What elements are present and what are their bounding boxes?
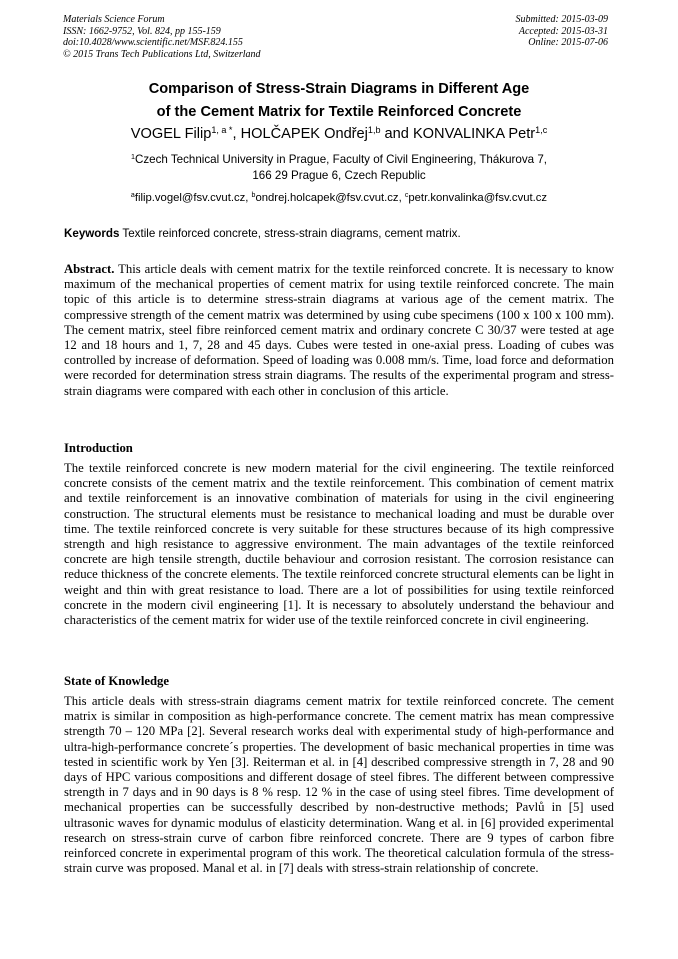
- journal-header-right: [516, 14, 609, 49]
- email-mark-b: b: [251, 192, 256, 200]
- introduction-paragraph: The textile reinforced concrete is new modern material for the civil engineering. The textile reinforced concrete consists of the cement matrix and the textile reinforcement. This combination of cement matrix and textile reinforcement is an innovative combination of materials for using in the civil engineering construction. The structural elements must be resistance to mechanical loading and must be durable over time. The textile reinforced concrete is very suitable for these structures because of its high compressive strength and high resistance to aggressive environment. The main advantages of the textile reinforced concrete are high tensile strength, ductile behaviour and corrosion resistant. The corrosion resistance can reduce thickness of the concrete elements. The textile reinforced concrete structural elements can be light in weight and thin with great resistance to load. There are a lot of possibilities for using textile reinforced concrete in the modern civil engineering [1]. It is necessary to absolutely understand the behaviour and characteristics of the cement matrix for wider use of the textile reinforced concrete in civil engineering.: [64, 461, 614, 628]
- affiliation-line-1: [60, 152, 618, 168]
- abstract: [64, 262, 614, 399]
- author-1-name: VOGEL Filip: [130, 126, 212, 142]
- email-link-a[interactable]: filip.vogel@fsv.cvut.cz,: [134, 192, 252, 204]
- author-separator: and: [380, 126, 413, 142]
- author-2-affiliation-mark: 1,b: [367, 125, 381, 136]
- abstract-label: Abstract.: [64, 262, 115, 276]
- accepted-date: Accepted: 2015-03-31: [518, 25, 608, 37]
- affiliation-text: Czech Technical University in Prague, Faculty of Civil Engineering, Thákurova 7,: [135, 153, 547, 166]
- journal-name: Materials Science Forum: [63, 14, 165, 25]
- title-line-2: of the Cement Matrix for Textile Reinforced Concrete: [156, 104, 522, 120]
- section-heading-state-of-knowledge: State of Knowledge: [64, 674, 170, 688]
- email-link-c[interactable]: petr.konvalinka@fsv.cvut.cz: [408, 192, 548, 204]
- journal-issn: ISSN: 1662-9752, Vol. 824, pp 155-159: [63, 25, 221, 37]
- email-link-b[interactable]: ondrej.holcapek@fsv.cvut.cz,: [255, 192, 405, 204]
- email-mark-c: c: [404, 192, 409, 200]
- affiliation-line-2: 166 29 Prague 6, Czech Republic: [252, 169, 426, 182]
- journal-doi: doi:10.4028/www.scientific.net/MSF.824.155: [63, 37, 243, 49]
- keywords: [64, 226, 614, 242]
- keywords-label: Keywords: [64, 227, 120, 240]
- submitted-date: Submitted: 2015-03-09: [515, 14, 608, 25]
- author-3-name: KONVALINKA Petr: [412, 126, 536, 142]
- state-of-knowledge-paragraph: This article deals with stress-strain diagrams cement matrix for textile reinforced concrete. The cement matrix is similar in composition as high-performance concrete. The cement matrix has mean compressive strength 70 – 120 MPa [2]. Several research works deal with experimental study of high-performance and ultra-high-performance concrete´s properties. The development of basic mechanical properties in time was tested in scientific work by Yen [3]. Reiterman et al. in [4] described compressive strength in 7, 28 and 90 days of HPC various compositions and different dosage of steel fibres. The different between compressive strength in 7 days and in 90 days is 8 % resp. 12 % in the case of using steel fibres. Time development of mechanical properties can be successfully described by non-destructive methods; Pavlů in [5] used ultrasonic waves for dynamic modulus of elasticity determination. Wang et al. in [6] provided experimental research on stress-strain curve of carbon fibre reinforced concrete. There are 9 types of carbon fibre reinforced concrete in experimental program of this work. The theoretical calculation formula of the stress-strain curve was proposed. Manal et al. in [7] deals with stress-strain relationship of concrete.: [64, 694, 614, 876]
- title-line-1: Comparison of Stress-Strain Diagrams in Different Age: [148, 81, 530, 97]
- author-1-affiliation-mark: 1, a *: [211, 125, 233, 136]
- affiliation-mark: 1: [131, 152, 135, 162]
- section-heading-introduction: Introduction: [64, 441, 133, 455]
- journal-header-left: [63, 14, 261, 60]
- affiliation: [60, 152, 618, 184]
- keywords-text: Textile reinforced concrete, stress-strain diagrams, cement matrix.: [119, 227, 461, 240]
- author-3-affiliation-mark: 1,c: [535, 125, 548, 136]
- author-emails: [60, 190, 618, 206]
- author-separator: ,: [232, 126, 241, 142]
- journal-copyright: © 2015 Trans Tech Publications Ltd, Switzerland: [63, 48, 261, 60]
- email-mark-a: a: [130, 192, 135, 200]
- abstract-text: This article deals with cement matrix for the textile reinforced concrete. It is necessary to know maximum of the mechanical properties of cement matrix for using textile reinforced concrete. The main topic of this article is to determine stress-strain diagrams at various age of the cement matrix. The compressive strength of the cement matrix was determined by using cube specimens (100 x 100 x 100 mm). The cement matrix, steel fibre reinforced cement matrix and ordinary concrete C 30/37 were tested at age 12 and 18 hours and 1, 7, 28 and 45 days. Cubes were tested in one-axial press. Loading of cubes was controlled by increase of deformation. Speed of loading was 0.008 mm/s. Time, load force and deformation were recorded for determination stress strain diagrams. The results of the experimental program and stress-strain diagrams were compared with each other in conclusion of this article.: [64, 262, 614, 398]
- author-list: [60, 125, 618, 143]
- author-2-name: HOLČAPEK Ondřej: [240, 126, 368, 142]
- paper-title: [60, 78, 618, 124]
- online-date: Online: 2015-07-06: [528, 37, 608, 49]
